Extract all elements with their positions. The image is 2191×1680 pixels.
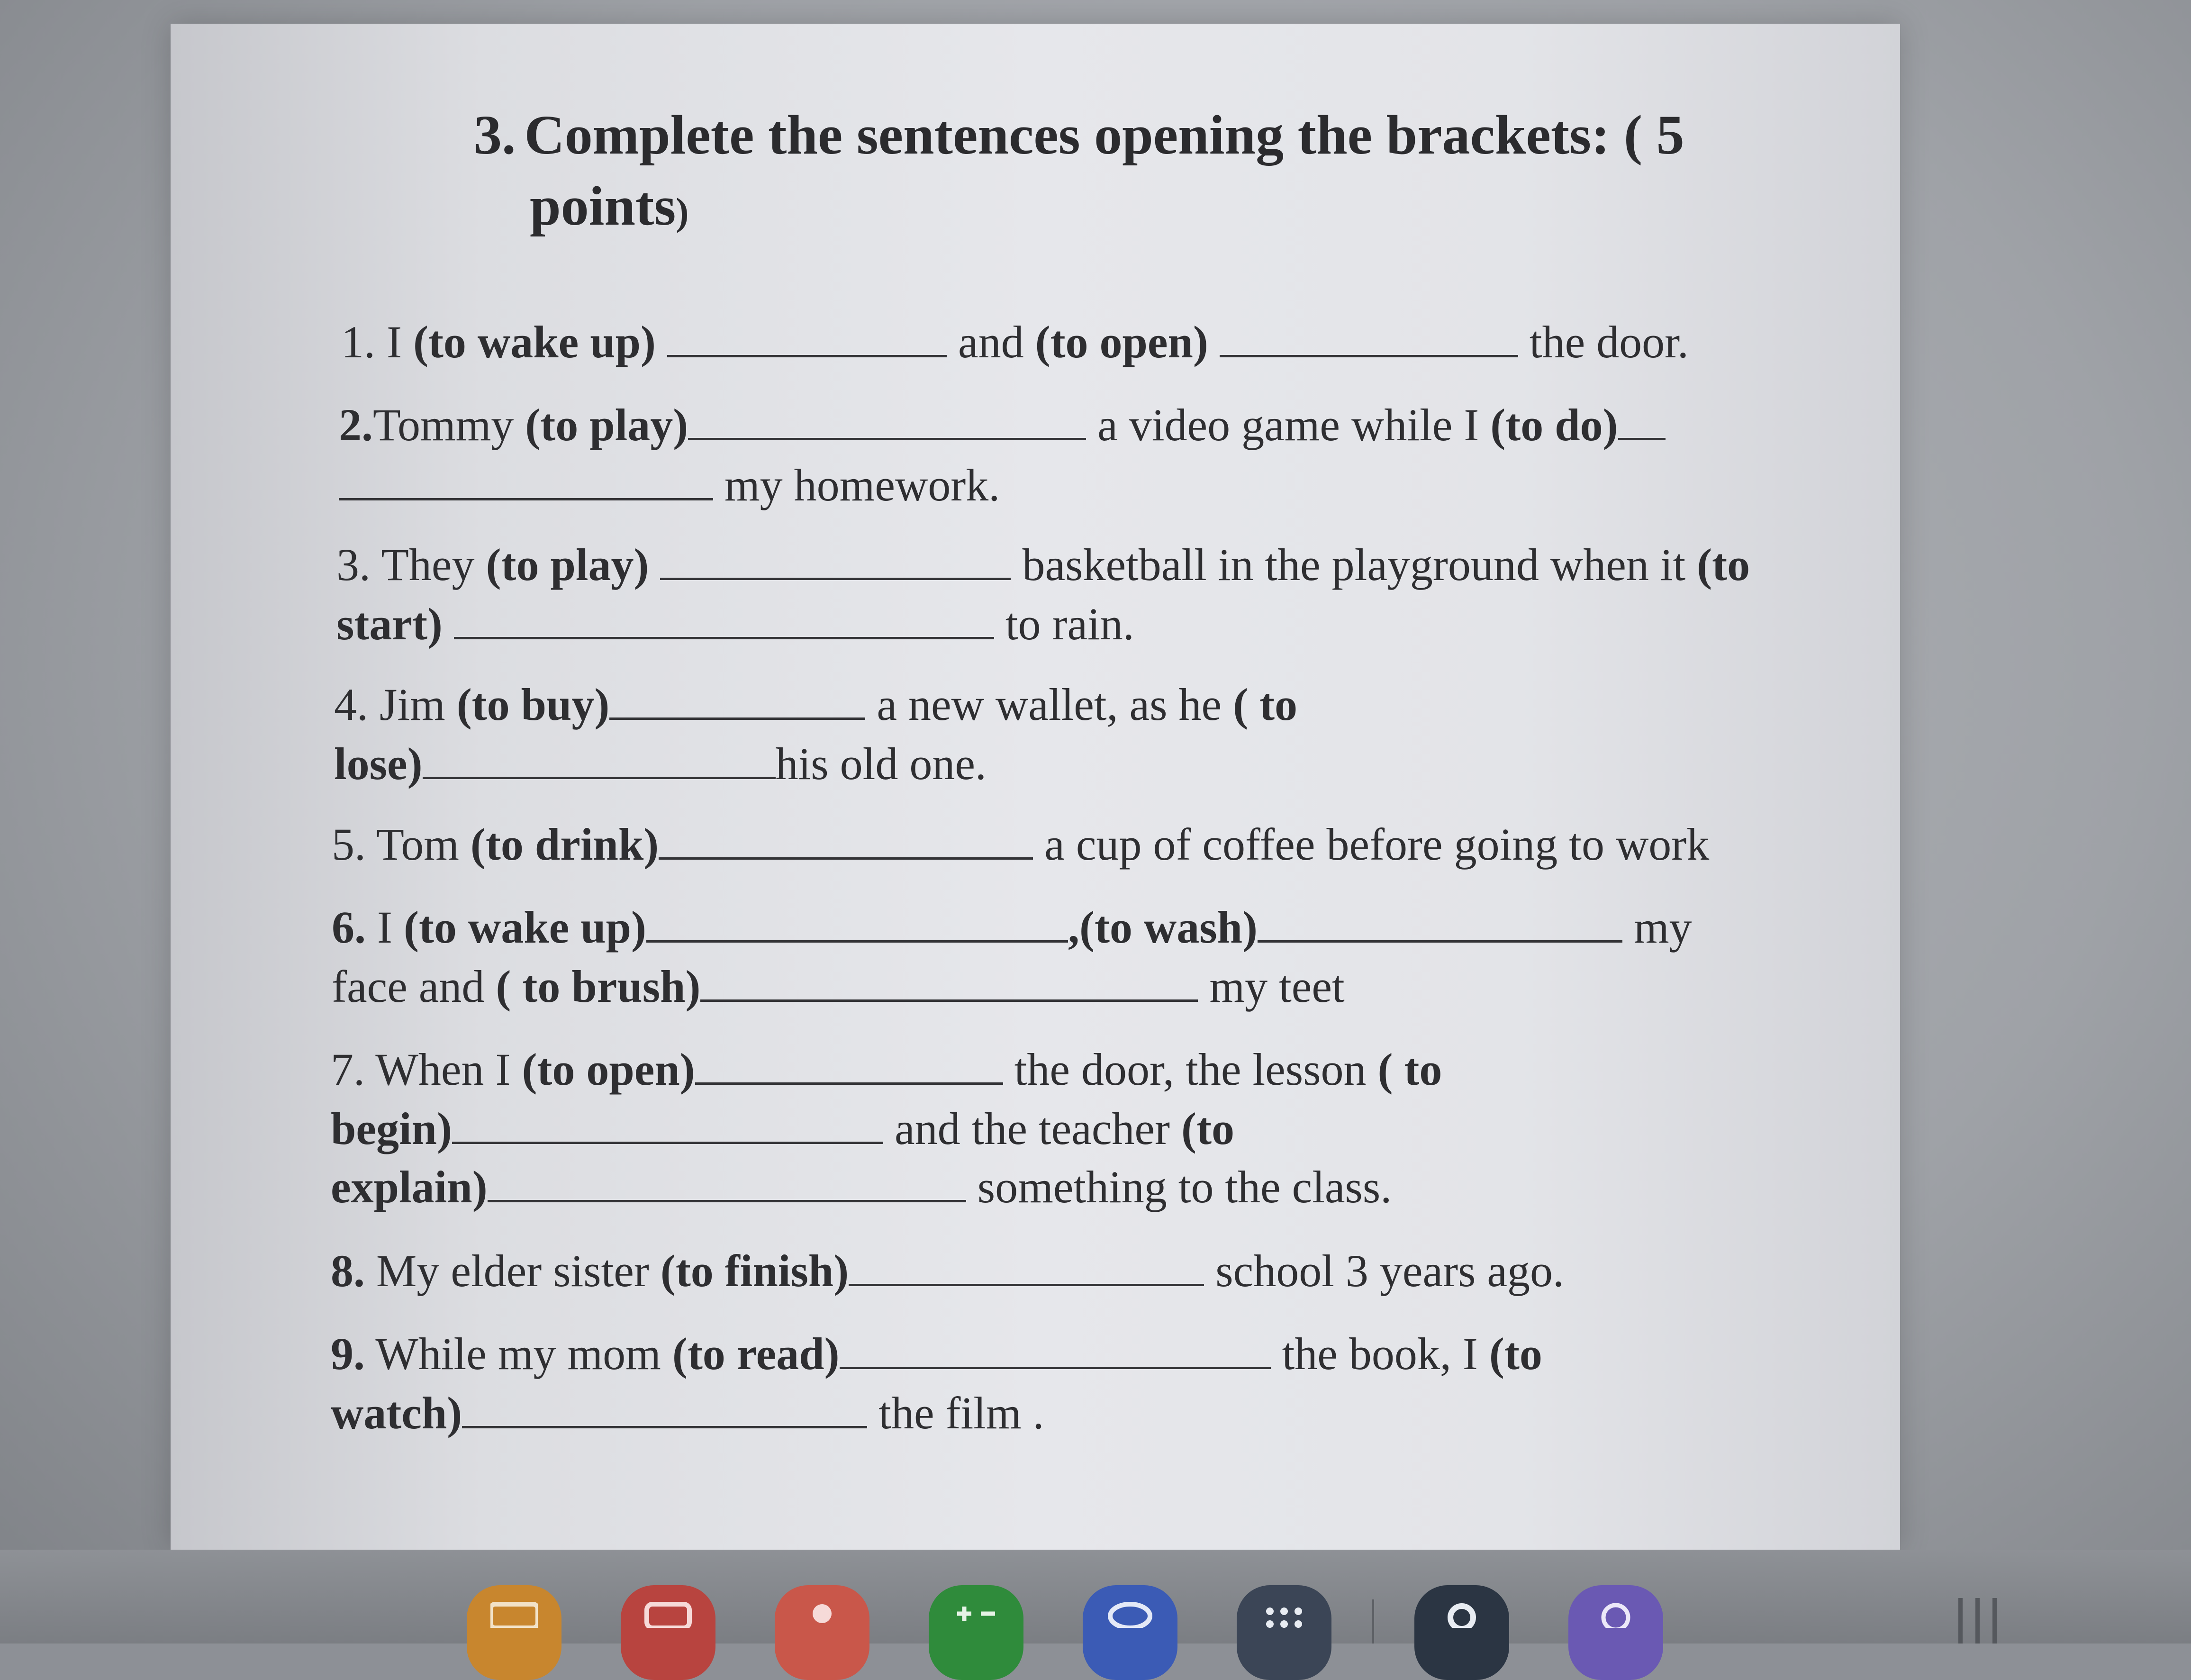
sentence-text: basketball in the playground when it — [1011, 539, 1697, 590]
sentence-9 — [331, 1325, 1542, 1383]
answer-blank[interactable] — [1220, 317, 1518, 357]
sentence-number: 6. — [332, 902, 366, 953]
sentence-9-line2 — [331, 1384, 1044, 1443]
sentence-7-line2 — [331, 1099, 1234, 1158]
verb-prompt: (to — [1697, 539, 1750, 590]
sentence-8 — [331, 1242, 1564, 1300]
sentence-text: I — [366, 902, 404, 953]
verb-prompt: (to open) — [522, 1044, 695, 1095]
sentence-number: 4. — [334, 679, 368, 730]
sentence-number: 2. — [339, 400, 373, 450]
sentence-text: While my mom — [365, 1328, 672, 1379]
recents-bar-icon — [1992, 1598, 1997, 1644]
verb-prompt: (to do) — [1490, 400, 1618, 450]
answer-blank[interactable] — [660, 540, 1011, 580]
settings-icon — [1438, 1599, 1485, 1628]
settings-app-button[interactable] — [1414, 1585, 1509, 1680]
sentence-number: 5. — [332, 819, 366, 870]
verb-prompt: (to drink) — [470, 819, 659, 870]
chat-icon — [644, 1599, 692, 1628]
verb-prompt: lose) — [334, 738, 423, 789]
contacts-icon — [798, 1599, 846, 1628]
apps-grid-icon — [1260, 1599, 1308, 1628]
verb-prompt: (to — [1489, 1328, 1542, 1379]
sentence-text: the door. — [1518, 317, 1689, 367]
verb-prompt: (to buy) — [456, 679, 610, 730]
browser-app-button[interactable] — [1083, 1585, 1177, 1680]
answer-blank[interactable] — [700, 962, 1198, 1002]
sentence-3-line2 — [336, 595, 1134, 654]
sentence-number: 3. — [336, 539, 371, 590]
sentence-5 — [332, 815, 1709, 874]
sentence-text: Tom — [366, 819, 471, 870]
answer-blank[interactable] — [454, 599, 994, 639]
sentence-text: to rain. — [994, 599, 1134, 649]
sentence-text: his old one. — [775, 738, 987, 789]
answer-blank[interactable] — [423, 739, 776, 779]
sentence-2 — [339, 396, 1666, 454]
sentence-7-line3 — [331, 1158, 1392, 1217]
verb-prompt: (to read) — [672, 1328, 840, 1379]
verb-prompt: (to play) — [486, 539, 649, 590]
title-line1: Complete the sentences opening the brackets: ( 5 — [524, 104, 1684, 166]
answer-blank[interactable] — [695, 1044, 1003, 1085]
contacts-app-button[interactable] — [775, 1585, 869, 1680]
sentence-text: my — [1622, 902, 1692, 953]
answer-blank[interactable] — [452, 1104, 883, 1144]
sentence-1 — [341, 313, 1689, 372]
sentence-4 — [334, 675, 1297, 734]
sentence-text: face and — [332, 961, 496, 1012]
apps-grid-button[interactable] — [1237, 1585, 1331, 1680]
viber-app-button[interactable] — [1568, 1585, 1663, 1680]
sentence-number: 9. — [331, 1328, 365, 1379]
answer-blank[interactable] — [1618, 400, 1666, 440]
verb-prompt: start) — [336, 599, 443, 649]
viber-icon — [1592, 1599, 1639, 1628]
verb-prompt: begin) — [331, 1103, 453, 1154]
sentence-3 — [336, 536, 1750, 594]
verb-prompt: ( to — [1377, 1044, 1442, 1095]
sentence-text: They — [371, 539, 486, 590]
sentence-text: a video game while I — [1086, 400, 1491, 450]
sentence-4-line2 — [334, 735, 987, 793]
sentence-text: the film . — [867, 1388, 1044, 1438]
sentence-2-line2 — [339, 456, 1000, 515]
verb-prompt: ( to brush) — [496, 961, 701, 1012]
sentence-text: Tommy — [373, 400, 525, 450]
answer-blank[interactable] — [849, 1246, 1204, 1286]
sentence-text: My elder sister — [365, 1245, 661, 1296]
recents-bar-icon — [1958, 1598, 1963, 1644]
verb-prompt: (to wake up) — [413, 317, 656, 367]
sentence-6 — [332, 898, 1692, 957]
verb-prompt: (to open) — [1035, 317, 1208, 367]
answer-blank[interactable] — [688, 400, 1086, 440]
verb-prompt: (to finish) — [660, 1245, 849, 1296]
verb-prompt: watch) — [331, 1388, 462, 1438]
answer-blank[interactable] — [462, 1388, 867, 1428]
calculator-app-button[interactable] — [929, 1585, 1023, 1680]
exercise-title — [474, 100, 1684, 247]
answer-blank[interactable] — [609, 680, 865, 720]
sentence-text: school 3 years ago. — [1204, 1245, 1565, 1296]
sentence-text: Jim — [368, 679, 457, 730]
verb-prompt: (to wash) — [1079, 902, 1258, 953]
sentence-text: , — [1068, 902, 1079, 953]
sentence-text: my homework. — [713, 460, 1000, 510]
answer-blank[interactable] — [840, 1329, 1271, 1369]
answer-blank[interactable] — [667, 317, 947, 357]
title-number: 3. — [474, 104, 516, 166]
sentence-number: 8. — [331, 1245, 365, 1296]
verb-prompt: explain) — [331, 1162, 488, 1212]
verb-prompt: (to wake up) — [403, 902, 646, 953]
answer-blank[interactable] — [659, 819, 1033, 860]
sentence-text: the book, I — [1270, 1328, 1489, 1379]
sentence-text: and — [946, 317, 1035, 367]
sentence-7 — [331, 1040, 1442, 1099]
title-line2: points — [530, 175, 676, 237]
sentence-number: 7. — [331, 1044, 365, 1095]
sentence-text: my teet — [1198, 961, 1345, 1012]
calculator-icon — [952, 1599, 1000, 1628]
answer-blank[interactable] — [646, 902, 1068, 943]
answer-blank[interactable] — [1258, 902, 1622, 943]
browser-icon — [1106, 1599, 1154, 1628]
title-close-paren: ) — [676, 190, 689, 233]
dock-separator — [1372, 1599, 1374, 1644]
sentence-text: When I — [365, 1044, 522, 1095]
verb-prompt: (to — [1181, 1103, 1234, 1154]
sentence-text: a new wallet, as he — [865, 679, 1233, 730]
answer-blank-continued[interactable] — [339, 460, 713, 500]
recents-bar-icon — [1975, 1598, 1980, 1644]
answer-blank[interactable] — [488, 1162, 966, 1202]
recents-nav-button[interactable] — [1955, 1598, 2002, 1644]
title-line2-wrap — [474, 171, 1684, 247]
sentence-text: and the teacher — [883, 1103, 1181, 1154]
sentence-number: 1. — [341, 317, 375, 367]
sentence-text: something to the class. — [966, 1162, 1392, 1212]
folder-icon — [490, 1599, 538, 1628]
verb-prompt: ( to — [1233, 679, 1298, 730]
sentence-6-line2 — [332, 957, 1345, 1016]
sentence-text: the door, the lesson — [1003, 1044, 1378, 1095]
sentence-text: I — [375, 317, 413, 367]
sentence-text: a cup of coffee before going to work — [1033, 819, 1710, 870]
folder-app-button[interactable] — [467, 1585, 561, 1680]
chat-app-button[interactable] — [621, 1585, 715, 1680]
verb-prompt: (to play) — [525, 400, 688, 450]
